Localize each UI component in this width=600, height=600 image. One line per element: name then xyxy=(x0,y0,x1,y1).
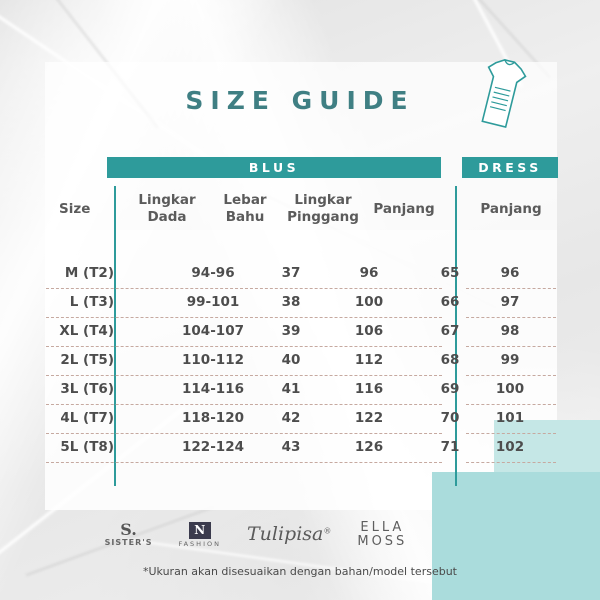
brand-sisters-initial: S. xyxy=(120,520,137,540)
dress-row-divider xyxy=(466,404,556,405)
column-header-lingkar-dada xyxy=(126,192,208,226)
row-divider xyxy=(46,433,442,434)
cell-panjang: 68 xyxy=(440,352,460,368)
cell-size: XL (T4) xyxy=(59,323,114,339)
cell-panjang: 70 xyxy=(440,410,460,426)
dress-cell-panjang: 98 xyxy=(500,323,520,339)
cell-lingkar-pinggang: 106 xyxy=(354,323,384,339)
row-divider xyxy=(46,375,442,376)
brand-n-fashion-initial: N xyxy=(189,522,211,539)
column-header-line1: Lebar xyxy=(223,192,267,208)
row-divider xyxy=(46,317,442,318)
brand-tulipisa-name: Tulipisa xyxy=(246,523,324,546)
dress-cell-panjang: 100 xyxy=(495,381,525,397)
column-header-line2: Dada xyxy=(147,209,187,225)
cell-panjang: 67 xyxy=(440,323,460,339)
cell-panjang: 71 xyxy=(440,439,460,455)
table-row xyxy=(46,323,460,353)
brand-ella-line2: MOSS xyxy=(357,534,408,549)
cell-lebar-bahu: 42 xyxy=(281,410,301,426)
column-header-line1: Lingkar xyxy=(294,192,352,208)
row-divider xyxy=(46,288,442,289)
dress-row-divider xyxy=(466,433,556,434)
cell-panjang: 65 xyxy=(440,265,460,281)
dress-row-divider xyxy=(466,317,556,318)
brand-logos xyxy=(46,515,466,555)
dress-row-divider xyxy=(466,346,556,347)
cell-size: L (T3) xyxy=(69,294,114,310)
cell-lingkar-pinggang: 96 xyxy=(359,265,379,281)
section-header-blus: BLUS xyxy=(107,157,441,178)
dress-cell-panjang: 96 xyxy=(500,265,520,281)
column-header-line2: Bahu xyxy=(225,209,265,225)
cell-size: M (T2) xyxy=(64,265,114,281)
dress-row-divider xyxy=(466,288,556,289)
brand-ella-moss xyxy=(357,521,407,548)
cell-lingkar-pinggang: 126 xyxy=(354,439,384,455)
row-divider xyxy=(46,462,442,463)
column-header-panjang: Panjang xyxy=(373,201,435,217)
brand-tulipisa xyxy=(247,525,331,545)
cell-lebar-bahu: 40 xyxy=(281,352,301,368)
brand-sisters xyxy=(105,522,153,547)
cell-lingkar-dada: 104-107 xyxy=(182,323,244,339)
row-divider xyxy=(46,404,442,405)
brand-n-fashion-name: FASHION xyxy=(178,540,221,549)
table-row xyxy=(46,439,460,469)
brand-n-fashion xyxy=(178,522,221,548)
column-header-lebar-bahu xyxy=(212,192,278,226)
table-row xyxy=(46,352,460,382)
cell-lingkar-pinggang: 116 xyxy=(354,381,384,397)
dress-row-divider xyxy=(466,375,556,376)
cell-lebar-bahu: 43 xyxy=(281,439,301,455)
cell-lingkar-dada: 110-112 xyxy=(182,352,244,368)
cell-lingkar-dada: 122-124 xyxy=(182,439,244,455)
dress-cell-panjang: 99 xyxy=(500,352,520,368)
dress-cell-panjang: 97 xyxy=(500,294,520,310)
cell-lingkar-dada: 118-120 xyxy=(182,410,244,426)
brand-tulipisa-registered: ® xyxy=(323,526,332,536)
section-header-dress: DRESS xyxy=(462,157,558,178)
column-header-line2: Pinggang xyxy=(287,209,359,225)
row-divider xyxy=(46,346,442,347)
dress-cell-panjang: 102 xyxy=(495,439,525,455)
cell-panjang: 69 xyxy=(440,381,460,397)
dress-cell-panjang: 101 xyxy=(495,410,525,426)
column-header-line1: Lingkar xyxy=(138,192,196,208)
brand-ella-line1: ELLA xyxy=(360,520,405,536)
cell-lebar-bahu: 41 xyxy=(281,381,301,397)
cell-size: 2L (T5) xyxy=(60,352,114,368)
cell-lingkar-dada: 114-116 xyxy=(182,381,244,397)
table-row xyxy=(46,381,460,411)
cell-size: 3L (T6) xyxy=(60,381,114,397)
cell-lingkar-dada: 94-96 xyxy=(191,265,235,281)
column-header-lingkar-pinggang xyxy=(278,192,368,226)
cell-panjang: 66 xyxy=(440,294,460,310)
cell-lingkar-pinggang: 100 xyxy=(354,294,384,310)
cell-lebar-bahu: 39 xyxy=(281,323,301,339)
page-title: SIZE GUIDE xyxy=(185,86,415,115)
cell-lebar-bahu: 37 xyxy=(281,265,301,281)
cell-lingkar-pinggang: 112 xyxy=(354,352,384,368)
column-header-panjang-dress: Panjang xyxy=(480,201,542,217)
dress-row-divider xyxy=(466,462,556,463)
cell-lingkar-dada: 99-101 xyxy=(186,294,240,310)
footnote: *Ukuran akan disesuaikan dengan bahan/model tersebut xyxy=(143,565,457,578)
cell-size: 4L (T7) xyxy=(60,410,114,426)
table-row xyxy=(46,410,460,440)
cell-size: 5L (T8) xyxy=(60,439,114,455)
column-header-size: Size xyxy=(59,201,91,217)
table-row xyxy=(46,265,460,295)
brand-sisters-name: SISTER'S xyxy=(104,538,153,548)
cell-lingkar-pinggang: 122 xyxy=(354,410,384,426)
table-row xyxy=(46,294,460,324)
cell-lebar-bahu: 38 xyxy=(281,294,301,310)
